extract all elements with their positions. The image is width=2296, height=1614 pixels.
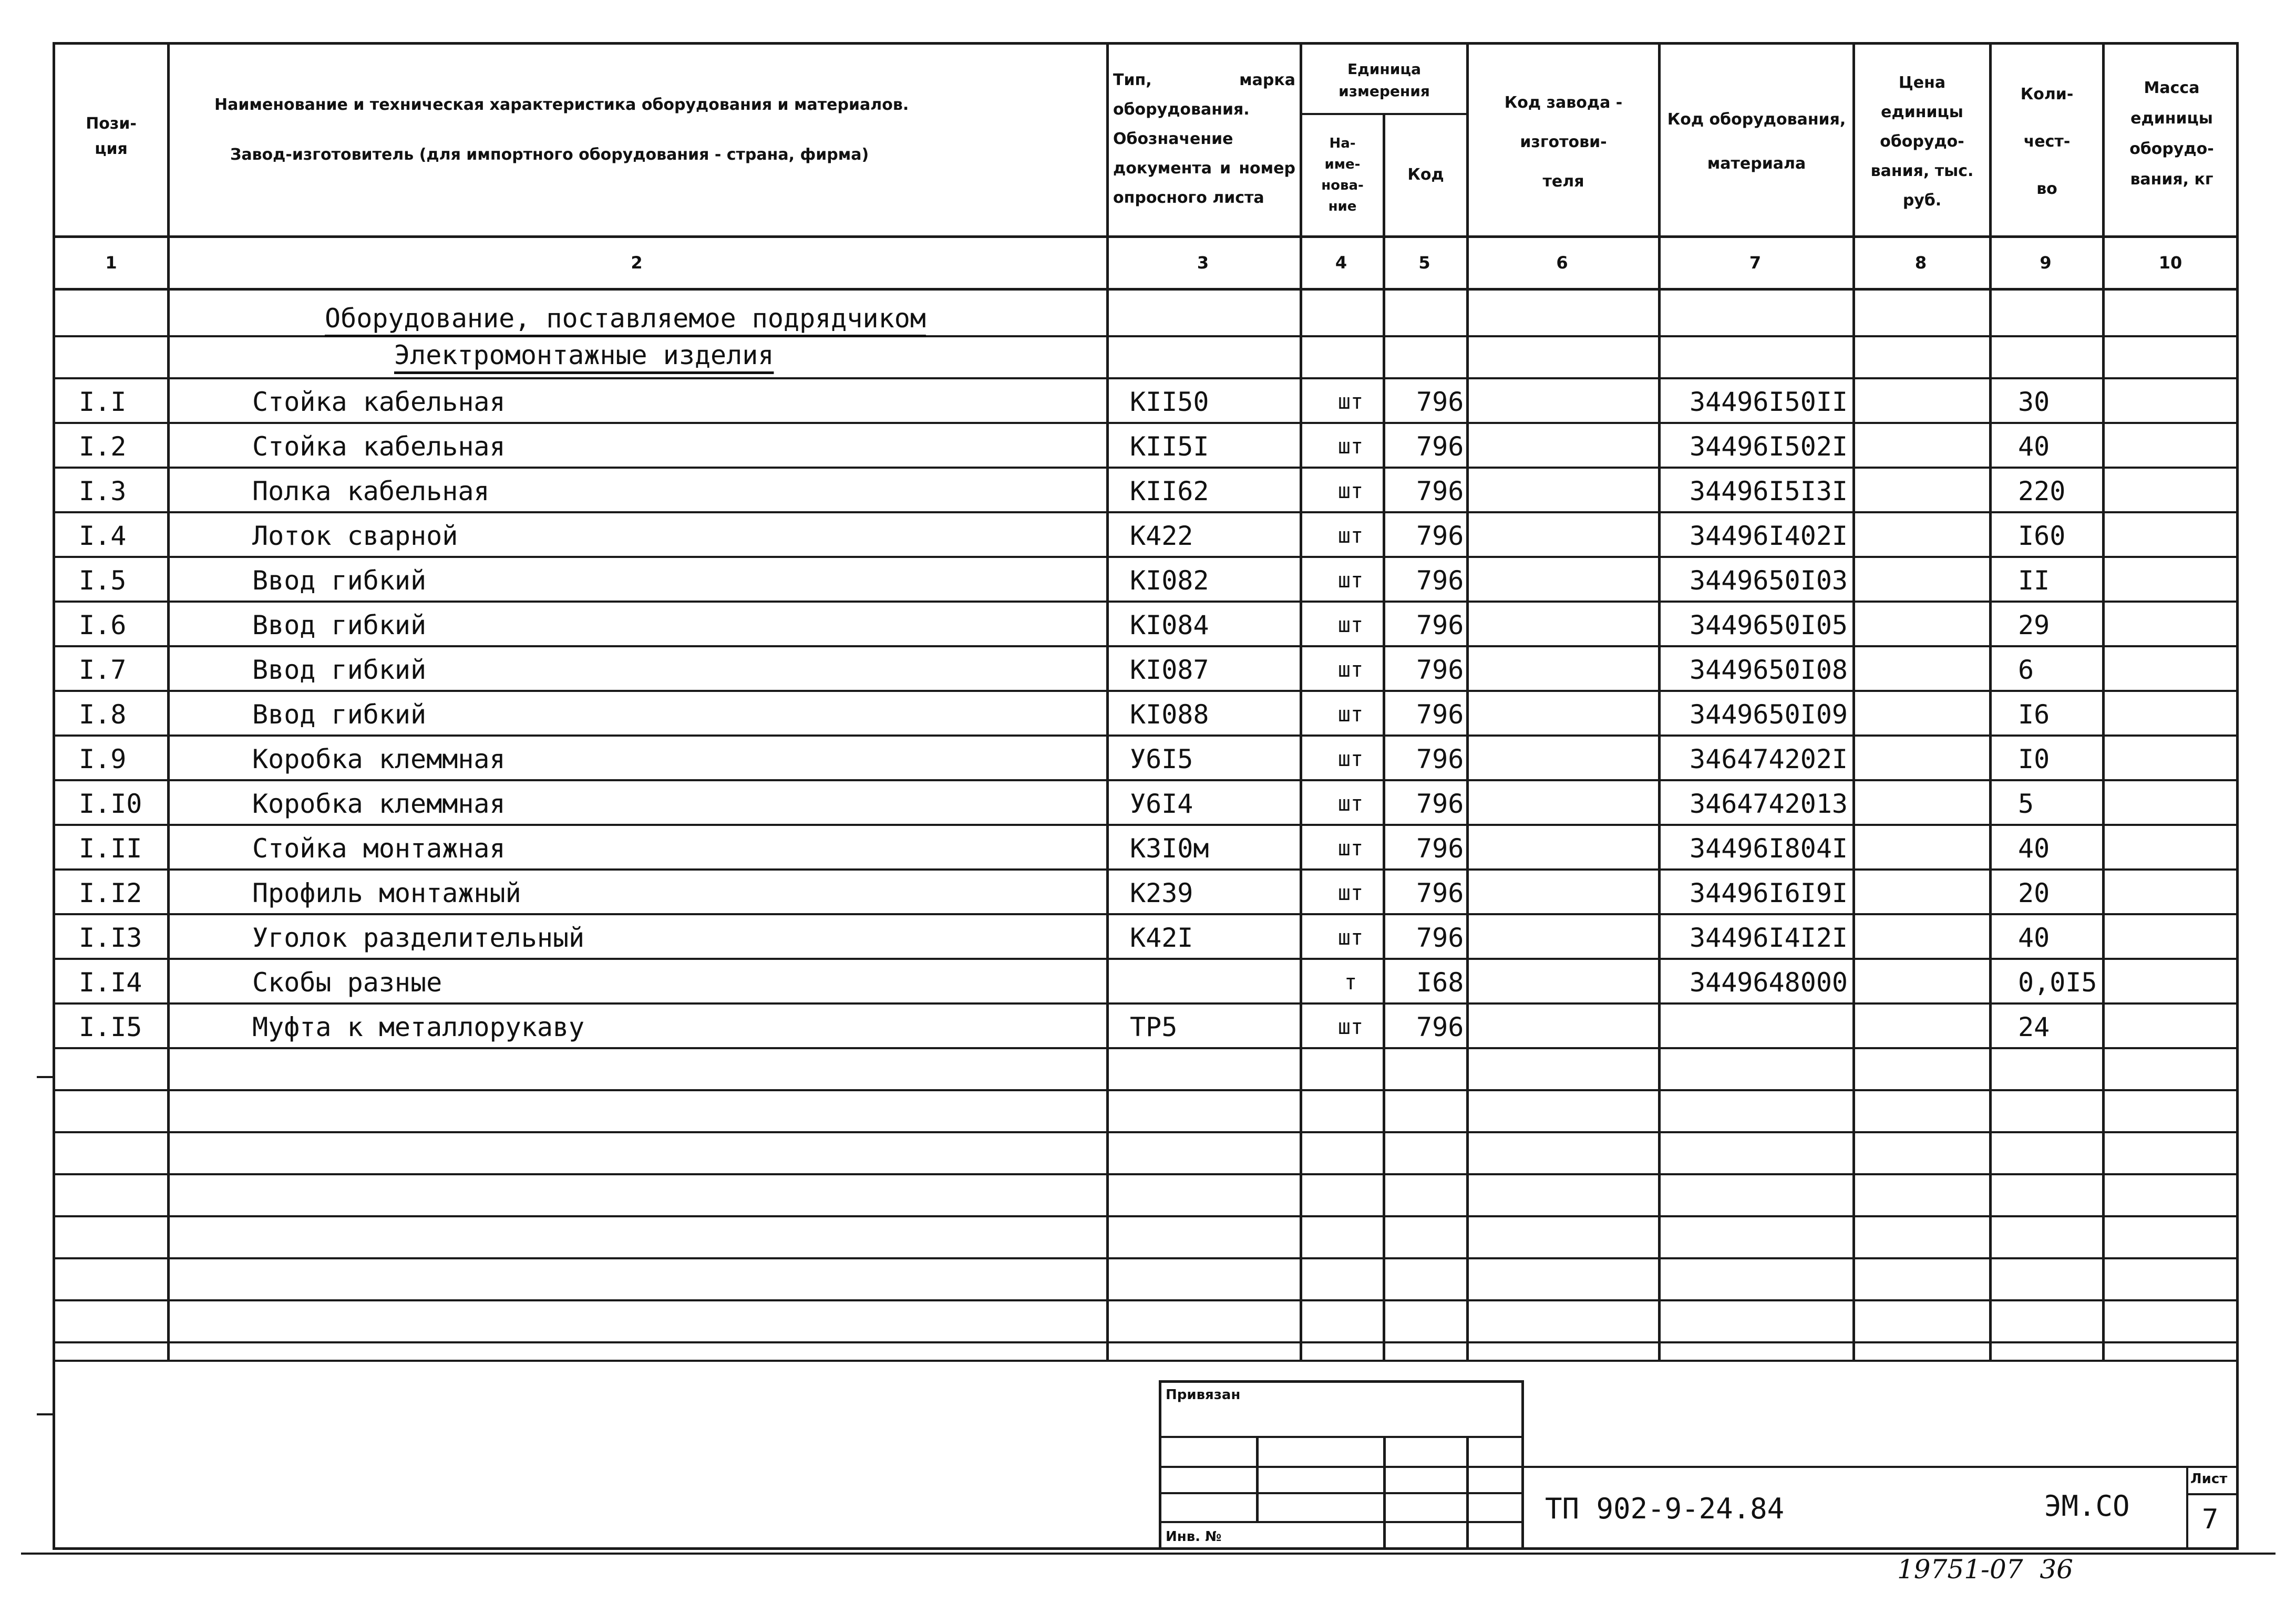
stamp-doc-line xyxy=(1524,1466,2239,1468)
row-divider xyxy=(53,779,2239,781)
item-name-cell: Ввод гибкий xyxy=(252,565,427,596)
unit-name-cell: шт xyxy=(1337,568,1364,593)
row-divider xyxy=(53,1257,2239,1259)
row-divider xyxy=(53,1173,2239,1175)
header-name-line1: Наименование и техническая характеристика оборудования и материалов. xyxy=(214,96,909,114)
equipment-code-cell: 3449650I08 xyxy=(1690,655,1848,685)
row-divider xyxy=(53,511,2239,513)
stamp-bound-label: Привязан xyxy=(1166,1387,1241,1403)
header-bottom-line xyxy=(53,235,2239,238)
equipment-code-cell: 34496I804I xyxy=(1690,833,1848,864)
unit-name-cell: шт xyxy=(1337,390,1364,414)
column-number: 1 xyxy=(105,253,117,273)
row-divider xyxy=(53,1089,2239,1091)
unit-name-cell: шт xyxy=(1337,836,1364,861)
quantity-cell: I6 xyxy=(2018,699,2050,730)
unit-name-cell: шт xyxy=(1337,881,1364,905)
unit-code-cell: 796 xyxy=(1416,744,1464,774)
equipment-code-cell: 34496I4I2I xyxy=(1690,923,1848,953)
row-divider xyxy=(53,1360,2239,1362)
header-unit-name: На- име- нова- ние xyxy=(1321,135,1364,214)
column-number: 7 xyxy=(1749,253,1762,273)
unit-code-cell: 796 xyxy=(1416,476,1464,506)
header-unit-mass: Масса единицы оборудо- вания, кг xyxy=(2129,79,2214,189)
margin-tick xyxy=(37,1076,53,1078)
equipment-code-cell: 34496I502I xyxy=(1690,431,1848,462)
header-name-line2: Завод-изготовитель (для импортного оборудования - страна, фирма) xyxy=(230,146,869,164)
row-divider xyxy=(53,824,2239,826)
column-number: 4 xyxy=(1335,253,1347,273)
stamp-document-number: ТП 902-9-24.84 xyxy=(1545,1492,1785,1525)
header-unit-group: Единица измерения xyxy=(1339,60,1430,100)
row-divider xyxy=(53,335,2239,337)
header-equipment-code: Код оборудования, материала xyxy=(1667,110,1846,173)
unit-code-cell: 796 xyxy=(1416,789,1464,819)
row-divider xyxy=(53,1341,2239,1343)
row-divider xyxy=(53,556,2239,558)
stamp-line xyxy=(1159,1466,1524,1468)
stamp-sheet-label: Лист xyxy=(2190,1471,2228,1487)
column-number-line xyxy=(53,288,2239,291)
equipment-code-cell: 34496I402I xyxy=(1690,521,1848,551)
equipment-code-cell: 34496I50II xyxy=(1690,387,1848,417)
item-name-cell: Уголок разделительный xyxy=(252,923,585,953)
header-type: Тип, марка оборудования. Обозначение документа и номер опросного листа xyxy=(1113,71,1295,207)
item-type-cell: У6I4 xyxy=(1130,789,1193,819)
unit-name-cell: шт xyxy=(1337,613,1364,637)
quantity-cell: I60 xyxy=(2018,521,2066,551)
column-number: 8 xyxy=(1914,253,1927,273)
unit-name-cell: шт xyxy=(1337,434,1364,459)
section-title-supplied: Оборудование, поставляемое подрядчиком xyxy=(325,303,926,334)
equipment-code-cell: 3449650I05 xyxy=(1690,610,1848,640)
row-divider xyxy=(53,645,2239,647)
unit-name-cell: шт xyxy=(1337,1015,1364,1039)
item-type-cell: КI082 xyxy=(1130,565,1209,596)
item-type-cell: КI087 xyxy=(1130,655,1209,685)
item-type-cell: К42I xyxy=(1130,923,1193,953)
stamp-line xyxy=(1256,1436,1259,1521)
unit-code-cell: 796 xyxy=(1416,699,1464,730)
item-type-cell: ТР5 xyxy=(1130,1012,1178,1042)
unit-name-cell: шт xyxy=(1337,747,1364,771)
item-type-cell: КII62 xyxy=(1130,476,1209,506)
item-type-cell: КI084 xyxy=(1130,610,1209,640)
equipment-code-cell: 3464742013 xyxy=(1690,789,1848,819)
unit-code-cell: 796 xyxy=(1416,610,1464,640)
unit-name-cell: шт xyxy=(1337,658,1364,682)
equipment-code-cell: 346474202I xyxy=(1690,744,1848,774)
row-divider xyxy=(53,734,2239,737)
row-divider xyxy=(53,1131,2239,1133)
position-cell: I.II xyxy=(79,833,142,864)
col-line xyxy=(1852,42,1855,1360)
position-cell: I.6 xyxy=(79,610,127,640)
equipment-code-cell: 3449650I09 xyxy=(1690,699,1848,730)
quantity-cell: 220 xyxy=(2018,476,2066,506)
position-cell: I.7 xyxy=(79,655,127,685)
unit-name-cell: шт xyxy=(1337,792,1364,816)
stamp-line xyxy=(1383,1436,1386,1550)
header-plant-code: Код завода - изготови- теля xyxy=(1504,93,1623,191)
item-type-cell: КII50 xyxy=(1130,387,1209,417)
item-name-cell: Стойка кабельная xyxy=(252,387,506,417)
unit-code-cell: 796 xyxy=(1416,431,1464,462)
position-cell: I.I xyxy=(79,387,127,417)
col-line xyxy=(1466,42,1469,1360)
header-quantity: Коли- чест- во xyxy=(2020,85,2074,198)
quantity-cell: 0,0I5 xyxy=(2018,967,2097,998)
item-name-cell: Муфта к металлорукаву xyxy=(252,1012,585,1042)
unit-code-cell: 796 xyxy=(1416,878,1464,908)
item-type-cell: КII5I xyxy=(1130,431,1209,462)
stamp-sheet-line xyxy=(2186,1493,2239,1495)
column-number: 10 xyxy=(2158,253,2182,273)
item-name-cell: Ввод гибкий xyxy=(252,699,427,730)
unit-code-cell: I68 xyxy=(1416,967,1464,998)
column-number: 6 xyxy=(1556,253,1568,273)
item-name-cell: Лоток сварной xyxy=(252,521,458,551)
position-cell: I.9 xyxy=(79,744,127,774)
stamp-document-code: ЭМ.СО xyxy=(2044,1489,2130,1523)
stamp-left-block xyxy=(1159,1380,1524,1550)
unit-name-cell: шт xyxy=(1337,479,1364,503)
quantity-cell: I0 xyxy=(2018,744,2050,774)
item-type-cell: К422 xyxy=(1130,521,1193,551)
col-line xyxy=(167,42,170,1360)
item-name-cell: Ввод гибкий xyxy=(252,655,427,685)
position-cell: I.I4 xyxy=(79,967,142,998)
item-type-cell: К3I0м xyxy=(1130,833,1209,864)
position-cell: I.I0 xyxy=(79,789,142,819)
quantity-cell: II xyxy=(2018,565,2050,596)
unit-code-cell: 796 xyxy=(1416,387,1464,417)
unit-code-cell: 796 xyxy=(1416,521,1464,551)
column-number: 5 xyxy=(1418,253,1430,273)
quantity-cell: 40 xyxy=(2018,431,2050,462)
header-unit-code: Код xyxy=(1407,165,1444,184)
row-divider xyxy=(53,868,2239,871)
row-divider xyxy=(53,377,2239,379)
stamp-sheet-number: 7 xyxy=(2202,1504,2219,1535)
item-type-cell: К239 xyxy=(1130,878,1193,908)
item-name-cell: Полка кабельная xyxy=(252,476,490,506)
position-cell: I.5 xyxy=(79,565,127,596)
quantity-cell: 5 xyxy=(2018,789,2034,819)
unit-code-cell: 796 xyxy=(1416,1012,1464,1042)
header-position: Пози- ция xyxy=(86,115,137,158)
equipment-code-cell: 3449648000 xyxy=(1690,967,1848,998)
row-divider xyxy=(53,1215,2239,1217)
col-line xyxy=(1300,42,1302,1360)
col-line xyxy=(1658,42,1661,1360)
column-number: 9 xyxy=(2040,253,2052,273)
item-name-cell: Стойка кабельная xyxy=(252,431,506,462)
stamp-inventory-label: Инв. № xyxy=(1166,1529,1222,1545)
quantity-cell: 6 xyxy=(2018,655,2034,685)
position-cell: I.3 xyxy=(79,476,127,506)
col-line xyxy=(2102,42,2105,1360)
stamp-line xyxy=(1159,1436,1524,1438)
item-name-cell: Коробка клеммная xyxy=(252,789,506,819)
quantity-cell: 24 xyxy=(2018,1012,2050,1042)
row-divider xyxy=(53,913,2239,915)
item-name-cell: Стойка монтажная xyxy=(252,833,506,864)
row-divider xyxy=(53,422,2239,424)
row-divider xyxy=(53,958,2239,960)
item-name-cell: Коробка клеммная xyxy=(252,744,506,774)
position-cell: I.I3 xyxy=(79,923,142,953)
position-cell: I.2 xyxy=(79,431,127,462)
row-divider xyxy=(53,601,2239,603)
stamp-line xyxy=(1159,1492,1524,1494)
item-type-cell: КI088 xyxy=(1130,699,1209,730)
column-number: 2 xyxy=(631,253,643,273)
quantity-cell: 30 xyxy=(2018,387,2050,417)
column-number: 3 xyxy=(1197,253,1209,273)
position-cell: I.4 xyxy=(79,521,127,551)
unit-code-cell: 796 xyxy=(1416,655,1464,685)
quantity-cell: 40 xyxy=(2018,923,2050,953)
equipment-code-cell: 3449650I03 xyxy=(1690,565,1848,596)
item-name-cell: Ввод гибкий xyxy=(252,610,427,640)
stamp-line xyxy=(1466,1436,1469,1550)
margin-tick xyxy=(37,1413,53,1415)
row-divider xyxy=(53,1002,2239,1005)
stamp-line xyxy=(1159,1521,1524,1523)
col-line xyxy=(1989,42,1992,1360)
col-line xyxy=(1106,42,1109,1360)
unit-name-cell: шт xyxy=(1337,702,1364,727)
quantity-cell: 40 xyxy=(2018,833,2050,864)
header-unit-price: Цена единицы оборудо- вания, тыс. руб. xyxy=(1870,74,1974,210)
section-title-electrical: Электромонтажные изделия xyxy=(394,340,774,370)
row-divider xyxy=(53,467,2239,469)
unit-name-cell: шт xyxy=(1337,926,1364,950)
unit-code-cell: 796 xyxy=(1416,833,1464,864)
equipment-code-cell: 34496I6I9I xyxy=(1690,878,1848,908)
row-divider xyxy=(53,1299,2239,1301)
position-cell: I.8 xyxy=(79,699,127,730)
unit-name-cell: т xyxy=(1344,970,1357,995)
item-type-cell: У6I5 xyxy=(1130,744,1193,774)
unit-code-cell: 796 xyxy=(1416,923,1464,953)
quantity-cell: 29 xyxy=(2018,610,2050,640)
col-line xyxy=(1383,113,1385,1360)
quantity-cell: 20 xyxy=(2018,878,2050,908)
position-cell: I.I2 xyxy=(79,878,142,908)
unit-code-cell: 796 xyxy=(1416,565,1464,596)
row-divider xyxy=(53,690,2239,692)
item-name-cell: Профиль монтажный xyxy=(252,878,521,908)
unit-name-cell: шт xyxy=(1337,524,1364,548)
row-divider xyxy=(53,1047,2239,1049)
position-cell: I.I5 xyxy=(79,1012,142,1042)
item-name-cell: Скобы разные xyxy=(252,967,442,998)
equipment-code-cell: 34496I5I3I xyxy=(1690,476,1848,506)
handwritten-archive-number: 19751-07 36 xyxy=(1897,1554,2073,1585)
